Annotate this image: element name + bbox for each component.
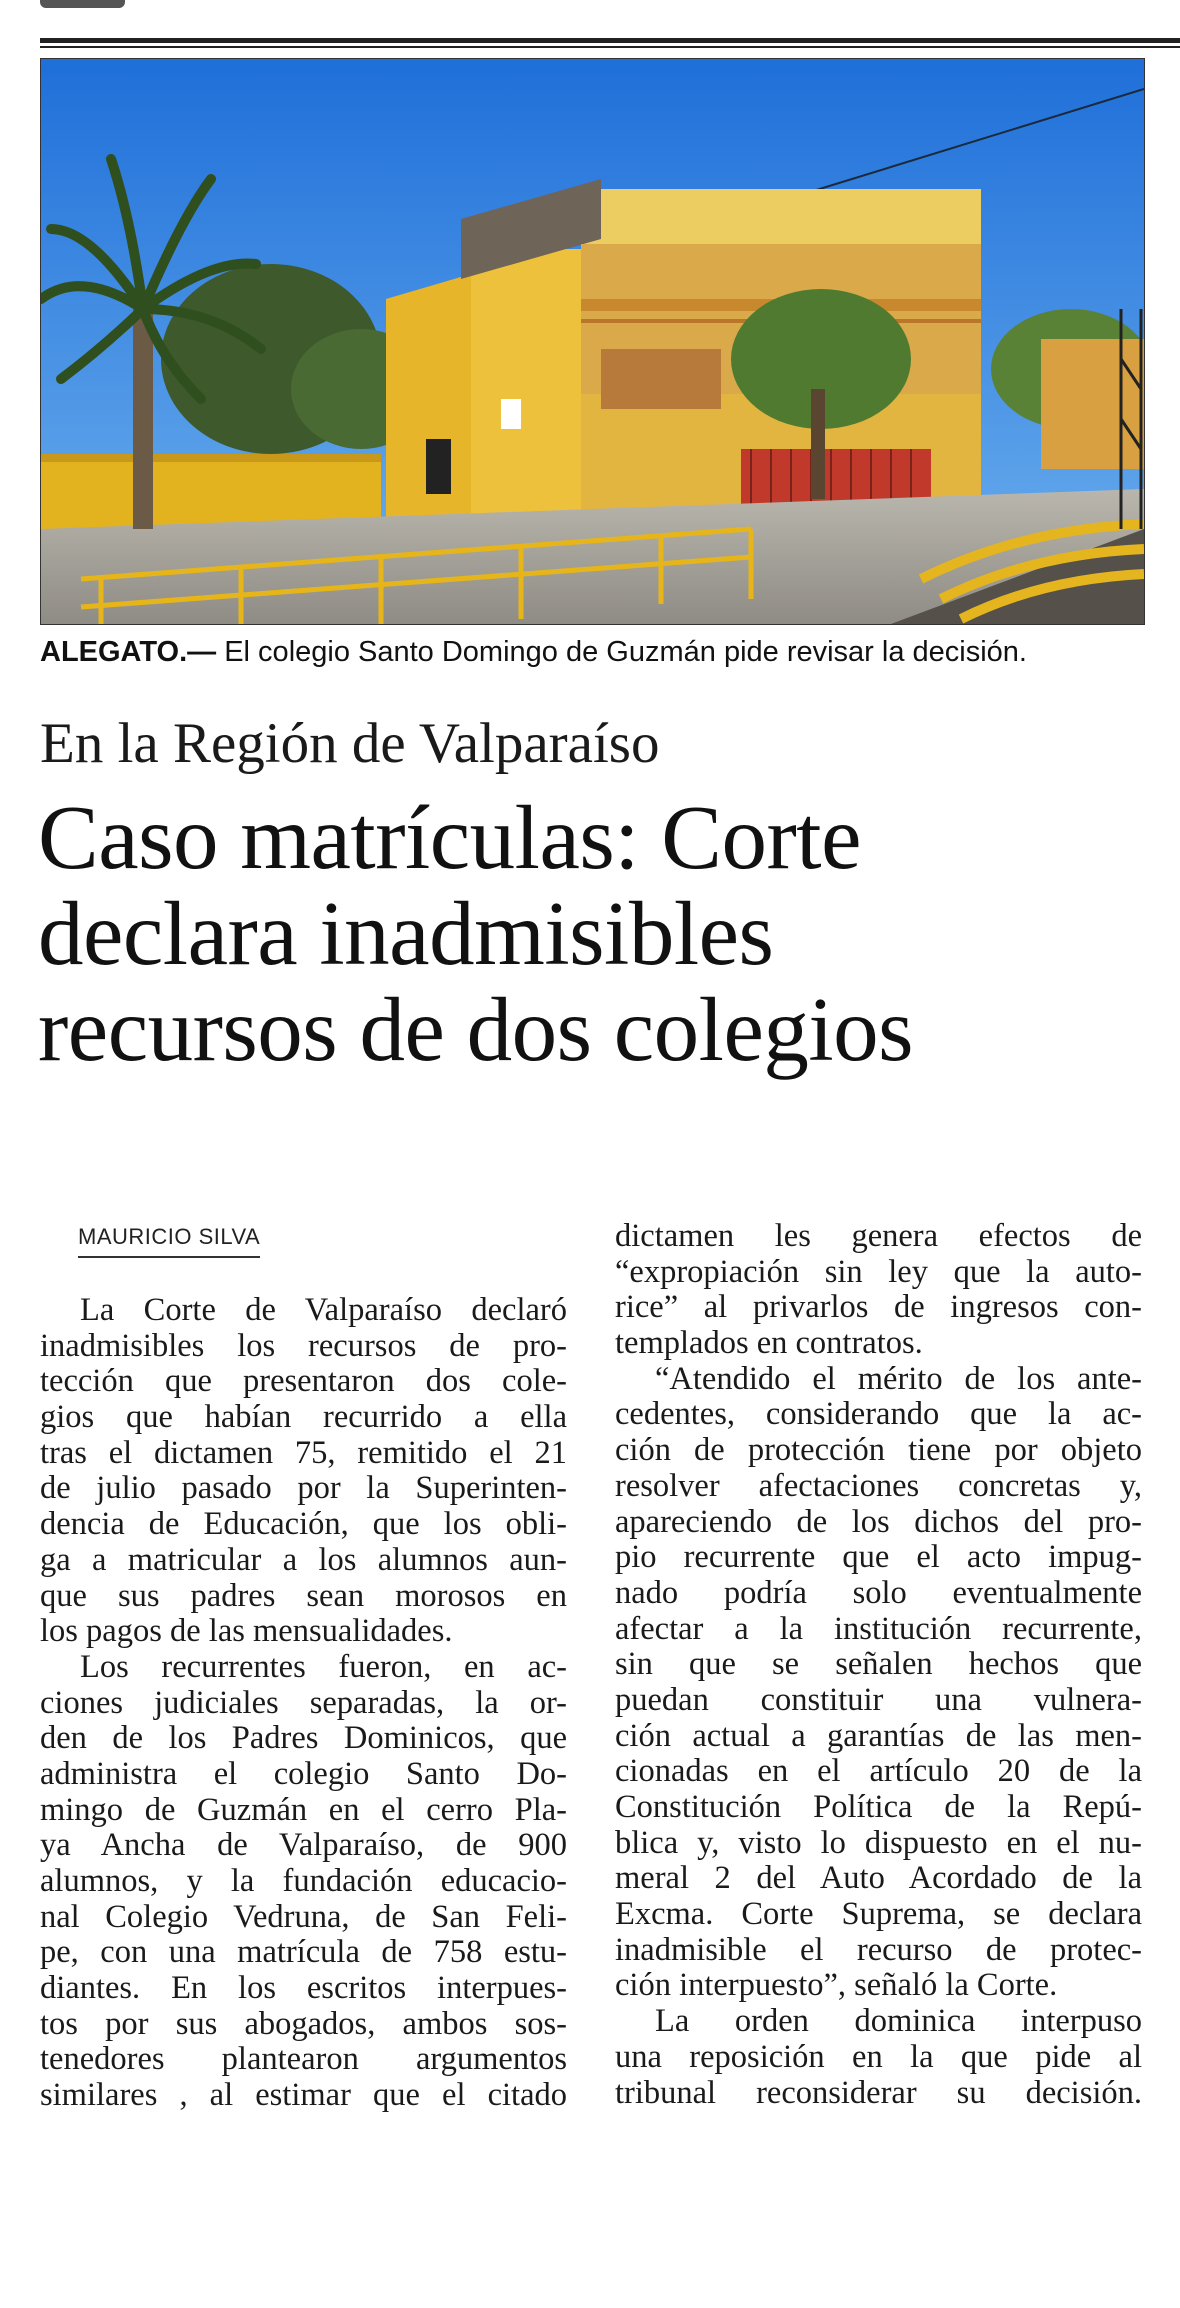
body-line: gios que habían recurrido a ella (40, 1399, 567, 1436)
body-line: de julio pasado por la Superinten- (40, 1470, 567, 1507)
body-line: mingo de Guzmán en el cerro Pla- (40, 1791, 567, 1828)
body-line: sin que se señalen hechos que (615, 1646, 1142, 1683)
school-building-photo (41, 59, 1144, 624)
body-line: Los recurrentes fueron, en ac- (80, 1648, 567, 1685)
body-line: Excma. Corte Suprema, se declara (615, 1896, 1142, 1933)
body-line: puedan constituir una vulnera- (615, 1681, 1142, 1718)
body-line: tección que presentaron dos cole- (40, 1363, 567, 1400)
top-page-fragment (40, 0, 125, 8)
body-line: inadmisible el recurso de protec- (615, 1931, 1142, 1968)
headline-line: declara inadmisibles (38, 883, 774, 984)
body-column-left (40, 1293, 567, 2114)
article-headline (38, 787, 1158, 1080)
byline: MAURICIO SILVA (78, 1222, 260, 1258)
body-line: cionadas en el artículo 20 de la (615, 1753, 1142, 1790)
body-line: inadmisibles los recursos de pro- (40, 1327, 567, 1364)
headline-line: recursos de dos colegios (38, 979, 914, 1080)
caption-text: El colegio Santo Domingo de Guzmán pide revisar la decisión. (224, 636, 1027, 668)
body-line: ción actual a garantías de las men- (615, 1717, 1142, 1754)
body-line: similares , al estimar que el citado (40, 2077, 567, 2114)
body-line: pio recurrente que el acto impug- (615, 1539, 1142, 1576)
body-column-right (615, 1219, 1142, 2111)
body-line: tras el dictamen 75, remitido el 21 (40, 1434, 567, 1471)
body-line: rice” al privarlos de ingresos con- (615, 1289, 1142, 1326)
body-line: dictamen les genera efectos de (615, 1218, 1142, 1254)
body-line: “expropiación sin ley que la auto- (615, 1253, 1142, 1290)
body-line: “Atendido el mérito de los ante- (655, 1360, 1142, 1397)
top-rule (40, 38, 1180, 43)
body-line: Constitución Política de la Repú- (615, 1789, 1142, 1825)
body-line: pe, con una matrícula de 758 estu- (40, 1934, 567, 1971)
photo-caption (40, 632, 1145, 672)
body-line: dencia de Educación, que los obli- (40, 1506, 567, 1543)
body-line: tenedores plantearon argumentos (40, 2041, 567, 2078)
body-line: tribunal reconsiderar su decisión. (615, 2074, 1142, 2111)
body-line: La orden dominica interpuso (655, 2003, 1142, 2040)
body-line: resolver afectaciones concretas y, (615, 1467, 1142, 1504)
headline-line: Caso matrículas: Corte (38, 787, 861, 888)
body-line: ciones judiciales separadas, la or- (40, 1684, 567, 1721)
body-line: diantes. En los escritos interpues- (40, 1970, 567, 2007)
body-line: La Corte de Valparaíso declaró (80, 1292, 567, 1328)
body-line: tos por sus abogados, ambos sos- (40, 2005, 567, 2042)
body-line: nado podría solo eventualmente (615, 1574, 1142, 1611)
body-line: templados en contratos. (615, 1325, 923, 1362)
body-line: apareciendo de los dichos del pro- (615, 1503, 1142, 1540)
top-rule-thin (40, 46, 1180, 48)
body-line: ción interpuesto”, señaló la Corte. (615, 1967, 1058, 2004)
body-line: una reposición en la que pide al (615, 2038, 1142, 2075)
body-line: meral 2 del Auto Acordado de la (615, 1860, 1142, 1897)
body-line: den de los Padres Dominicos, que (40, 1720, 567, 1757)
body-line: ga a matricular a los alumnos aun- (40, 1541, 567, 1578)
body-line: blica y, visto lo dispuesto en el nu- (615, 1824, 1142, 1861)
body-line: ción de protección tiene por objeto (615, 1432, 1142, 1469)
body-line: ya Ancha de Valparaíso, de 900 (40, 1827, 567, 1864)
article-kicker: En la Región de Valparaíso (40, 712, 660, 775)
caption-label: ALEGATO.— (40, 636, 217, 668)
body-line: afectar a la institución recurrente, (615, 1610, 1142, 1647)
body-line: los pagos de las mensualidades. (40, 1613, 453, 1650)
article-photo (40, 58, 1145, 625)
body-line: nal Colegio Vedruna, de San Feli- (40, 1898, 567, 1935)
body-line: administra el colegio Santo Do- (40, 1755, 567, 1792)
body-line: que sus padres sean morosos en (40, 1577, 567, 1614)
body-line: cedentes, considerando que la ac- (615, 1396, 1142, 1433)
body-line: alumnos, y la fundación educacio- (40, 1863, 567, 1899)
